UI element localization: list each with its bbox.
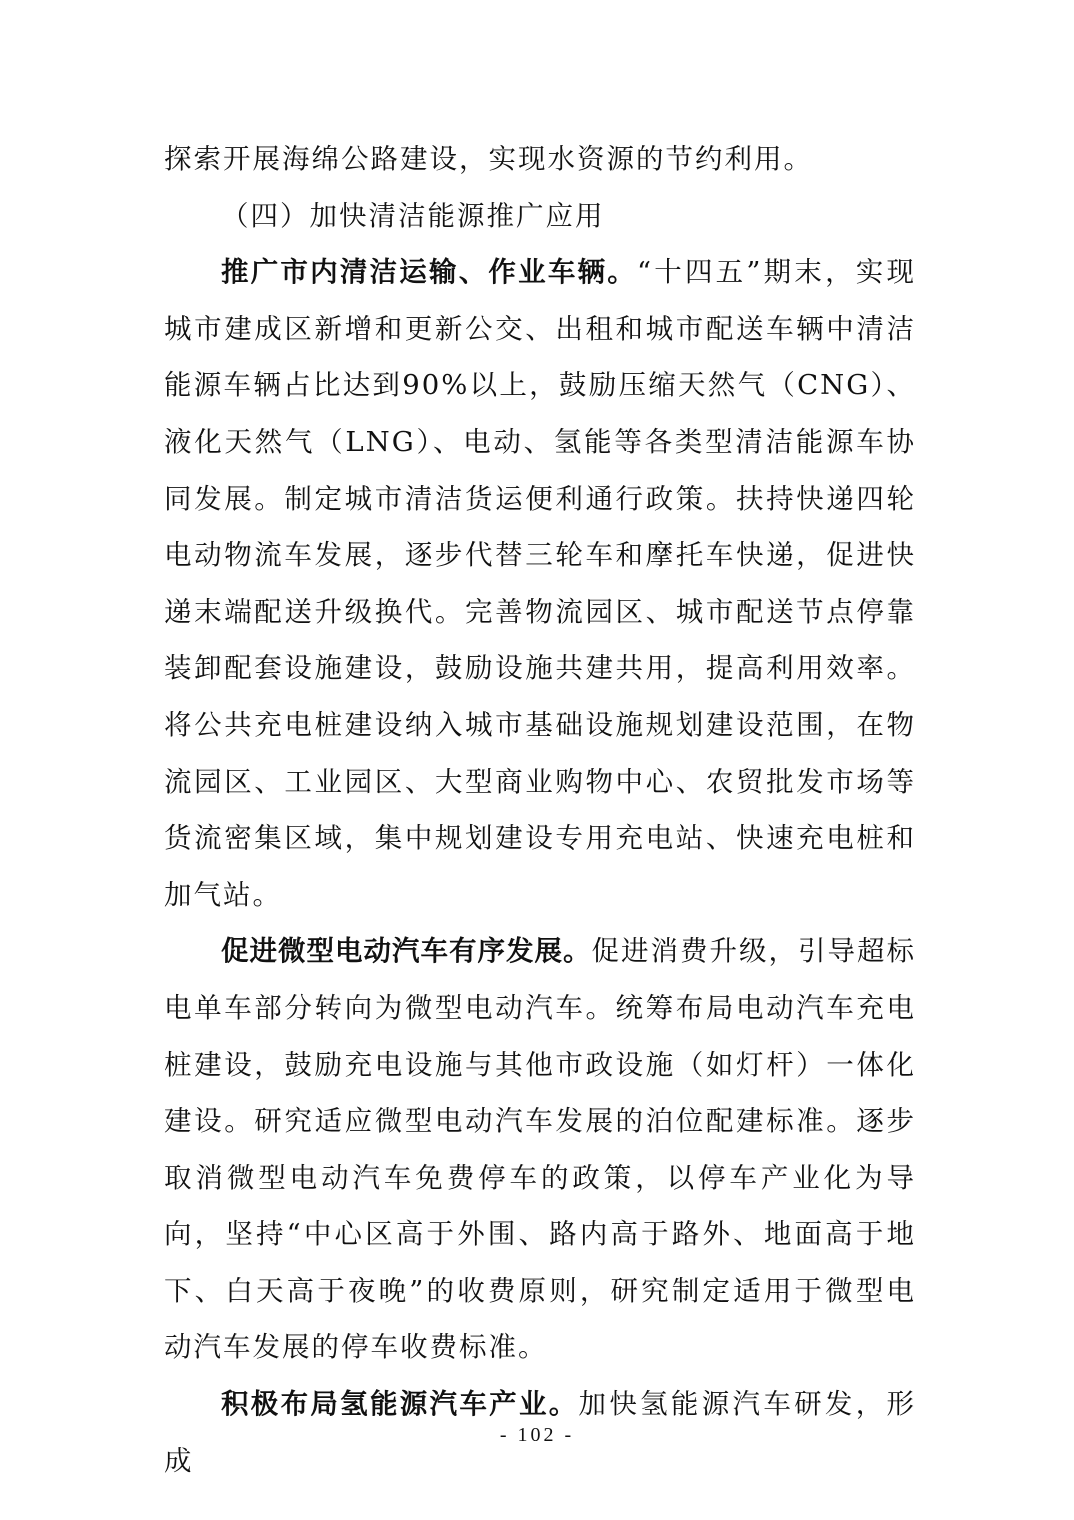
page-number: - 102 - xyxy=(499,1424,575,1446)
paragraph-lead: 推广市内清洁运输、作业车辆。 xyxy=(221,256,637,289)
paragraph-lead: 积极布局氢能源汽车产业。 xyxy=(221,1388,579,1421)
paragraph-body: 加快氢能源汽车研发，形成 xyxy=(164,1388,917,1477)
paragraph-lead: 促进微型电动汽车有序发展。 xyxy=(221,935,592,968)
paragraph-body: 促进消费升级，引导超标电单车部分转向为微型电动汽车。统筹布局电动汽车充电桩建设，鼓励充电设施与其他市政设施（如灯杆）一体化建设。研究适应微型电动汽车发展的泊位配建标准。逐步取消微型电动汽车免费停车的政策，以停车产业化为导向，坚持“中心区高于外围、路内高于路外、地面高于地下、白天高于夜晚”的收费原则，研究制定适用于微型电动汽车发展的停车收费标准。 xyxy=(164,935,916,1364)
section-heading: （四）加快清洁能源推广应用 xyxy=(221,199,605,232)
document-body xyxy=(164,131,916,1489)
paragraph-continuation: 探索开展海绵公路建设，实现水资源的节约利用。 xyxy=(164,143,813,175)
paragraph-clean-vehicles xyxy=(164,244,916,923)
paragraph-micro-ev xyxy=(164,923,916,1376)
paragraph-body: “十四五”期末，实现城市建成区新增和更新公交、出租和城市配送车辆中清洁能源车辆占比达到90%以上，鼓励压缩天然气（CNG）、液化天然气（LNG）、电动、氢能等各类型清洁能源车协同发展。制定城市清洁货运便利通行政策。扶持快递四轮电动物流车发展，逐步代替三轮车和摩托车快递，促进快递末端配送升级换代。完善物流园区、城市配送节点停靠装卸配套设施建设，鼓励设施共建共用，提高利用效率。将公共充电桩建设纳入城市基础设施规划建设范围，在物流园区、工业园区、大型商业购物中心、农贸批发市场等货流密集区域，集中规划建设专用充电站、快速充电桩和加气站。 xyxy=(164,256,916,911)
